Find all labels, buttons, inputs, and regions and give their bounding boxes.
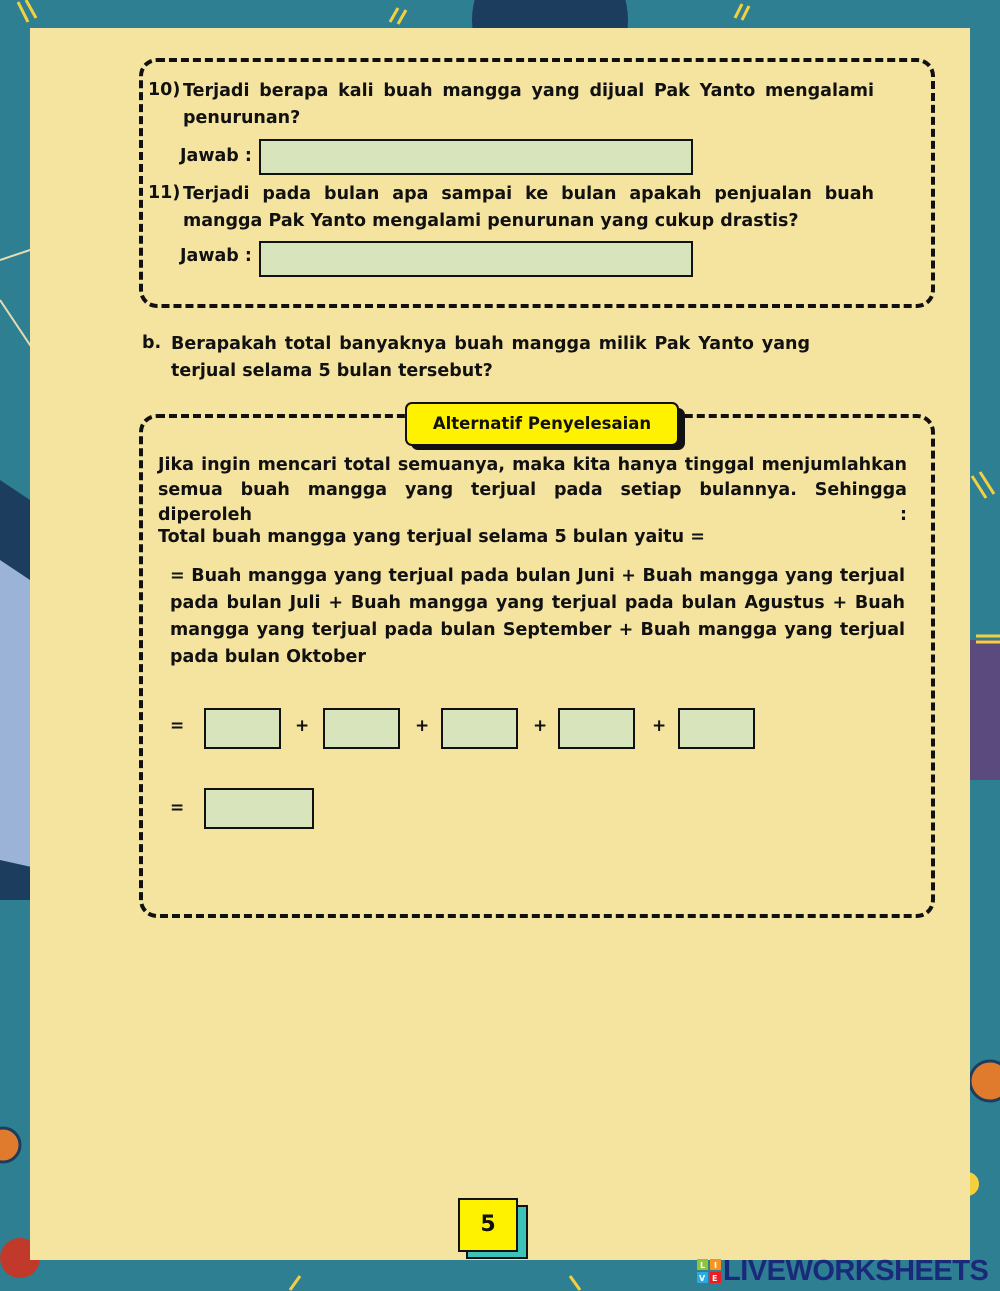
solution-equation-line2: pada bulan Juli + Buah mangga yang terjual pada bulan Agustus + Buah [170, 593, 905, 613]
q10-answer-input[interactable] [259, 139, 693, 175]
q10-question-line2: penurunan? [183, 108, 301, 128]
svg-text:L: L [700, 1261, 706, 1270]
q11-number: 11) [148, 183, 181, 203]
total-equals-sign: = [170, 798, 185, 818]
september-input[interactable] [558, 708, 635, 749]
q10-question-line1: Terjadi berapa kali buah mangga yang dijual Pak Yanto mengalami [183, 81, 874, 101]
october-input[interactable] [678, 708, 755, 749]
liveworksheets-brand[interactable] [697, 1254, 997, 1288]
june-input[interactable] [204, 708, 281, 749]
plus-sign: + [652, 716, 667, 736]
total-input[interactable] [204, 788, 314, 829]
plus-sign: + [415, 716, 430, 736]
equals-sign: = [170, 716, 185, 736]
q10-answer-label: Jawab : [180, 146, 252, 166]
part-b-letter: b. [142, 333, 162, 353]
solution-intro-line1: Jika ingin mencari total semuanya, maka kita hanya tinggal menjumlahkan [158, 455, 907, 475]
svg-text:V: V [699, 1274, 706, 1283]
solution-total-label: Total buah mangga yang terjual selama 5 bulan yaitu = [158, 527, 705, 547]
plus-sign: + [533, 716, 548, 736]
part-b-question-line1: Berapakah total banyaknya buah mangga milik Pak Yanto yang [171, 334, 810, 354]
liveworksheets-wordmark: LIVEWORKSHEETS [723, 1255, 989, 1287]
solution-equation-line1: = Buah mangga yang terjual pada bulan Juni + Buah mangga yang terjual [170, 566, 905, 586]
august-input[interactable] [441, 708, 518, 749]
svg-text:E: E [712, 1274, 718, 1283]
solution-equation-line3: mangga yang terjual pada bulan September + Buah mangga yang terjual [170, 620, 905, 640]
q11-answer-input[interactable] [259, 241, 693, 277]
page-number: 5 [458, 1198, 518, 1252]
q11-answer-label: Jawab : [180, 246, 252, 266]
liveworksheets-logo-icon [697, 1259, 721, 1283]
solution-intro-line2: semua buah mangga yang terjual pada setiap bulannya. Sehingga diperoleh : [158, 480, 907, 525]
july-input[interactable] [323, 708, 400, 749]
q11-question-line1: Terjadi pada bulan apa sampai ke bulan apakah penjualan buah [183, 184, 874, 204]
svg-text:I: I [714, 1261, 717, 1270]
q10-number: 10) [148, 80, 181, 100]
q11-question-line2: mangga Pak Yanto mengalami penurunan yang cukup drastis? [183, 211, 799, 231]
part-b-question-line2: terjual selama 5 bulan tersebut? [171, 361, 493, 381]
solution-tag: Alternatif Penyelesaian [405, 402, 679, 446]
plus-sign: + [295, 716, 310, 736]
solution-equation-line4: pada bulan Oktober [170, 647, 367, 667]
